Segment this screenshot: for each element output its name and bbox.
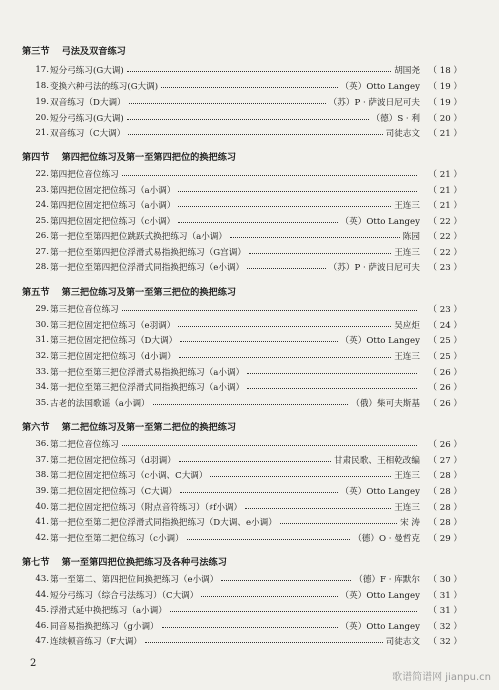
entry-title: 第三把位固定把位练习（d小调） — [50, 351, 176, 362]
toc-entry[interactable] — [32, 602, 462, 617]
entry-page: （ 26 ） — [428, 398, 462, 409]
entry-page: （ 27 ） — [428, 455, 462, 466]
section-heading — [22, 44, 126, 60]
entry-number: 19. — [35, 96, 49, 107]
entry-number: 37. — [35, 454, 49, 465]
section-title: 第一至第四把位换把练习及各种弓法练习 — [61, 557, 227, 568]
entry-title: 短分弓练习(G大调) — [50, 65, 124, 76]
toc-entry[interactable] — [32, 530, 462, 545]
entry-title: 第二把位固定把位练习（附点音符练习）（♯f小调） — [50, 502, 243, 513]
entry-title: 第四把位固定把位练习（a小调） — [50, 200, 176, 211]
dot-leader — [178, 191, 417, 192]
entry-page: （ 28 ） — [428, 470, 462, 481]
entry-number: 36. — [35, 438, 49, 449]
entry-author: 宋 涛 — [400, 517, 420, 528]
dot-leader — [249, 253, 391, 254]
entry-author: （德）F · 库默尔 — [354, 574, 420, 585]
entry-number: 44. — [35, 589, 49, 600]
entry-author: （英）Otto Langey — [340, 81, 420, 92]
entry-author: （苏）P · 萨波日尼可夫 — [328, 97, 420, 108]
entry-number: 31. — [35, 334, 49, 345]
toc-entry[interactable] — [32, 259, 462, 274]
entry-author: （德）S · 利 — [371, 113, 420, 124]
section-title: 第四把位练习及第一至第四把位的换把练习 — [61, 152, 237, 163]
section-heading — [22, 285, 236, 301]
entry-number: 39. — [35, 485, 49, 496]
entry-title: 双音练习（D大调） — [50, 97, 126, 108]
dot-leader — [127, 71, 391, 72]
entry-page: （ 28 ） — [428, 517, 462, 528]
dot-leader — [127, 119, 369, 120]
entry-title: 第一把位至第二把位浮滑式同指换把练习（D大调、e小调） — [50, 517, 277, 528]
entry-number: 24. — [35, 199, 49, 210]
entry-page: （ 23 ） — [428, 262, 462, 273]
entry-title: 第一把位至第二把位练习（c小调） — [50, 533, 184, 544]
entry-author: （英）Otto Langey — [340, 590, 420, 601]
dot-leader — [180, 341, 337, 342]
entry-number: 25. — [35, 215, 49, 226]
dot-leader — [221, 580, 351, 581]
dot-leader — [128, 134, 382, 135]
dot-leader — [180, 492, 338, 493]
entry-title: 短分弓练习（综合弓法练习）（C大调） — [50, 590, 199, 601]
entry-author: 王连三 — [394, 200, 420, 211]
entry-title: 第四把位固定把位练习（a小调） — [50, 185, 176, 196]
entry-author: （英）Otto Langey — [340, 335, 420, 346]
toc-entry[interactable] — [32, 483, 462, 498]
toc-entry[interactable] — [32, 514, 462, 529]
toc-entry[interactable] — [32, 379, 462, 394]
entry-number: 30. — [35, 319, 49, 330]
entry-title: 短分弓练习(G大调) — [50, 113, 124, 124]
entry-page: （ 28 ） — [428, 502, 462, 513]
entry-number: 40. — [35, 501, 49, 512]
entry-title: 第一把位至第三把位浮滑式易指换把练习（a小调） — [50, 367, 245, 378]
entry-number: 41. — [35, 516, 49, 527]
entry-title: 第一把位至第四把位跳跃式换把练习（a小调） — [50, 231, 227, 242]
entry-number: 28. — [35, 261, 49, 272]
entry-page: （ 26 ） — [428, 367, 462, 378]
toc-entry[interactable] — [32, 228, 462, 243]
dot-leader — [247, 268, 326, 269]
toc-entry[interactable] — [32, 244, 462, 259]
entry-page: （ 30 ） — [428, 574, 462, 585]
dot-leader — [179, 357, 391, 358]
entry-number: 43. — [35, 573, 49, 584]
entry-author: （德）O · 曼哲克 — [353, 533, 420, 544]
dot-leader — [122, 175, 417, 176]
entry-author: 司徒志文 — [385, 128, 420, 139]
entry-page: （ 28 ） — [428, 486, 462, 497]
entry-page: （ 19 ） — [428, 97, 462, 108]
entry-page: （ 22 ） — [428, 231, 462, 242]
dot-leader — [170, 611, 417, 612]
section-number: 第五节 — [22, 287, 50, 298]
entry-page: （ 24 ） — [428, 320, 462, 331]
entry-number: 32. — [35, 350, 49, 361]
entry-title: 第二把位固定把位练习（C大调） — [50, 486, 177, 497]
dot-leader — [187, 539, 350, 540]
toc-entry[interactable] — [32, 166, 462, 181]
toc-entry[interactable] — [32, 499, 462, 514]
section-title: 弓法及双音练习 — [61, 46, 126, 57]
dot-leader — [161, 87, 337, 88]
entry-page: （ 21 ） — [428, 200, 462, 211]
section-heading — [22, 555, 227, 571]
dot-leader — [247, 373, 417, 374]
section-title: 第三把位练习及第一至第三把位的换把练习 — [61, 287, 237, 298]
entry-number: 45. — [35, 604, 49, 615]
toc-entry[interactable] — [32, 78, 462, 93]
entry-page: （ 25 ） — [428, 335, 462, 346]
entry-title: 第二把位固定把位练习（c小调、C大调） — [50, 470, 208, 481]
section-number: 第三节 — [22, 46, 50, 57]
entry-title: 第三把位音位练习 — [50, 304, 119, 315]
dot-leader — [122, 445, 417, 446]
entry-number: 23. — [35, 184, 49, 195]
dot-leader — [122, 310, 417, 311]
section-number: 第六节 — [22, 422, 50, 433]
entry-number: 26. — [35, 230, 49, 241]
dot-leader — [145, 642, 383, 643]
section-number: 第七节 — [22, 557, 50, 568]
entry-title: 第四把位固定把位练习（c小调） — [50, 216, 176, 227]
entry-title: 第一把位至第四把位浮滑式易指换把练习（G宫调） — [50, 247, 246, 258]
toc-entry[interactable] — [32, 301, 462, 316]
entry-author: 王连三 — [394, 502, 420, 513]
entry-title: 第四把位音位练习 — [50, 169, 119, 180]
entry-page: （ 19 ） — [428, 81, 462, 92]
toc-entry[interactable] — [32, 110, 462, 125]
entry-number: 47. — [35, 635, 49, 646]
dot-leader — [179, 461, 331, 462]
entry-page: （ 26 ） — [428, 382, 462, 393]
dot-leader — [129, 103, 326, 104]
entry-page: （ 26 ） — [428, 439, 462, 450]
entry-number: 35. — [35, 397, 49, 408]
toc-entry[interactable] — [32, 436, 462, 451]
dot-leader — [201, 596, 337, 597]
entry-number: 17. — [35, 64, 49, 75]
entry-title: 同音易指换把练习（g小调） — [50, 621, 159, 632]
entry-page: （ 32 ） — [428, 636, 462, 647]
section-number: 第四节 — [22, 152, 50, 163]
entry-author: 王连三 — [394, 351, 420, 362]
entry-page: （ 21 ） — [428, 185, 462, 196]
dot-leader — [247, 388, 417, 389]
section-heading — [22, 420, 236, 436]
toc-entry[interactable] — [32, 62, 462, 77]
toc-entry[interactable] — [32, 618, 462, 633]
entry-number: 46. — [35, 620, 49, 631]
toc-entry[interactable] — [32, 197, 462, 212]
dot-leader — [210, 476, 391, 477]
dot-leader — [280, 523, 397, 524]
dot-leader — [245, 508, 391, 509]
toc-entry[interactable] — [32, 125, 462, 140]
entry-number: 33. — [35, 366, 49, 377]
entry-author: 王连三 — [394, 470, 420, 481]
entry-title: 第一至第二、第四把位间换把练习（e小调） — [50, 574, 219, 585]
entry-author: 吴应炬 — [394, 320, 420, 331]
entry-title: 第三把位固定把位练习（D大调） — [50, 335, 178, 346]
entry-title: 第一把位至第四把位浮滑式同指换把练习（e小调） — [50, 262, 245, 273]
entry-page: （ 20 ） — [428, 113, 462, 124]
entry-author: 甘肃民歌、王相乾改编 — [334, 455, 420, 466]
entry-title: 第二把位音位练习 — [50, 439, 119, 450]
entry-page: （ 21 ） — [428, 128, 462, 139]
entry-number: 38. — [35, 469, 49, 480]
entry-title: 古老的法国歌谣（a小调） — [50, 398, 150, 409]
toc-entry[interactable] — [32, 348, 462, 363]
entry-page: （ 23 ） — [428, 304, 462, 315]
toc-entry[interactable] — [32, 467, 462, 482]
entry-page: （ 22 ） — [428, 216, 462, 227]
entry-page: （ 25 ） — [428, 351, 462, 362]
toc-entry[interactable] — [32, 587, 462, 602]
entry-author: 王连三 — [394, 247, 420, 258]
entry-author: （英）Otto Langey — [340, 486, 420, 497]
entry-author: （俄）柴可夫斯基 — [351, 398, 420, 409]
toc-entry[interactable] — [32, 633, 462, 648]
toc-entry[interactable] — [32, 317, 462, 332]
entry-author: （苏）P · 萨波日尼可夫 — [328, 262, 420, 273]
entry-number: 22. — [35, 168, 49, 179]
dot-leader — [153, 404, 349, 405]
entry-page: （ 31 ） — [428, 605, 462, 616]
dot-leader — [162, 627, 338, 628]
entry-author: （英）Otto Langey — [340, 216, 420, 227]
section-title: 第二把位练习及第一至第二把位的换把练习 — [61, 422, 237, 433]
dot-leader — [178, 326, 391, 327]
entry-page: （ 31 ） — [428, 590, 462, 601]
toc-entry[interactable] — [32, 182, 462, 197]
toc-entry[interactable] — [32, 395, 462, 410]
entry-author: 胡国尧 — [394, 65, 420, 76]
entry-page: （ 32 ） — [428, 621, 462, 632]
dot-leader — [230, 237, 400, 238]
toc-entry[interactable] — [32, 213, 462, 228]
entry-page: （ 29 ） — [428, 533, 462, 544]
entry-title: 第三把位固定把位练习（e羽调） — [50, 320, 176, 331]
entry-number: 42. — [35, 532, 49, 543]
entry-author: 司徒志文 — [385, 636, 420, 647]
entry-number: 18. — [35, 80, 49, 91]
entry-title: 浮滑式延中换把练习（a小调） — [50, 605, 167, 616]
entry-title: 第一把位至第三把位浮滑式同指换把练习（a小调） — [50, 382, 245, 393]
entry-title: 变换六种弓法的练习(G大调) — [50, 81, 159, 92]
toc-entry[interactable] — [32, 452, 462, 467]
entry-author: （英）Otto Langey — [340, 621, 420, 632]
entry-title: 第二把位固定把位练习（d羽调） — [50, 455, 176, 466]
toc-entry[interactable] — [32, 364, 462, 379]
dot-leader — [178, 222, 337, 223]
entry-number: 29. — [35, 303, 49, 314]
dot-leader — [178, 206, 391, 207]
entry-title: 双音练习（C大调） — [50, 128, 126, 139]
site-watermark: 歌谱简谱网 jianpu.cn — [392, 672, 491, 683]
entry-number: 21. — [35, 127, 49, 138]
entry-number: 20. — [35, 112, 49, 123]
entry-page: （ 18 ） — [428, 65, 462, 76]
section-heading — [22, 150, 236, 166]
entry-title: 连续顿音练习（F大调） — [50, 636, 142, 647]
toc-entry[interactable] — [32, 571, 462, 586]
page-number: 2 — [30, 658, 37, 669]
entry-page: （ 22 ） — [428, 247, 462, 258]
entry-number: 34. — [35, 381, 49, 392]
toc-entry[interactable] — [32, 332, 462, 347]
entry-author: 陈园 — [402, 231, 420, 242]
entry-page: （ 21 ） — [428, 169, 462, 180]
toc-entry[interactable] — [32, 94, 462, 109]
entry-number: 27. — [35, 246, 49, 257]
